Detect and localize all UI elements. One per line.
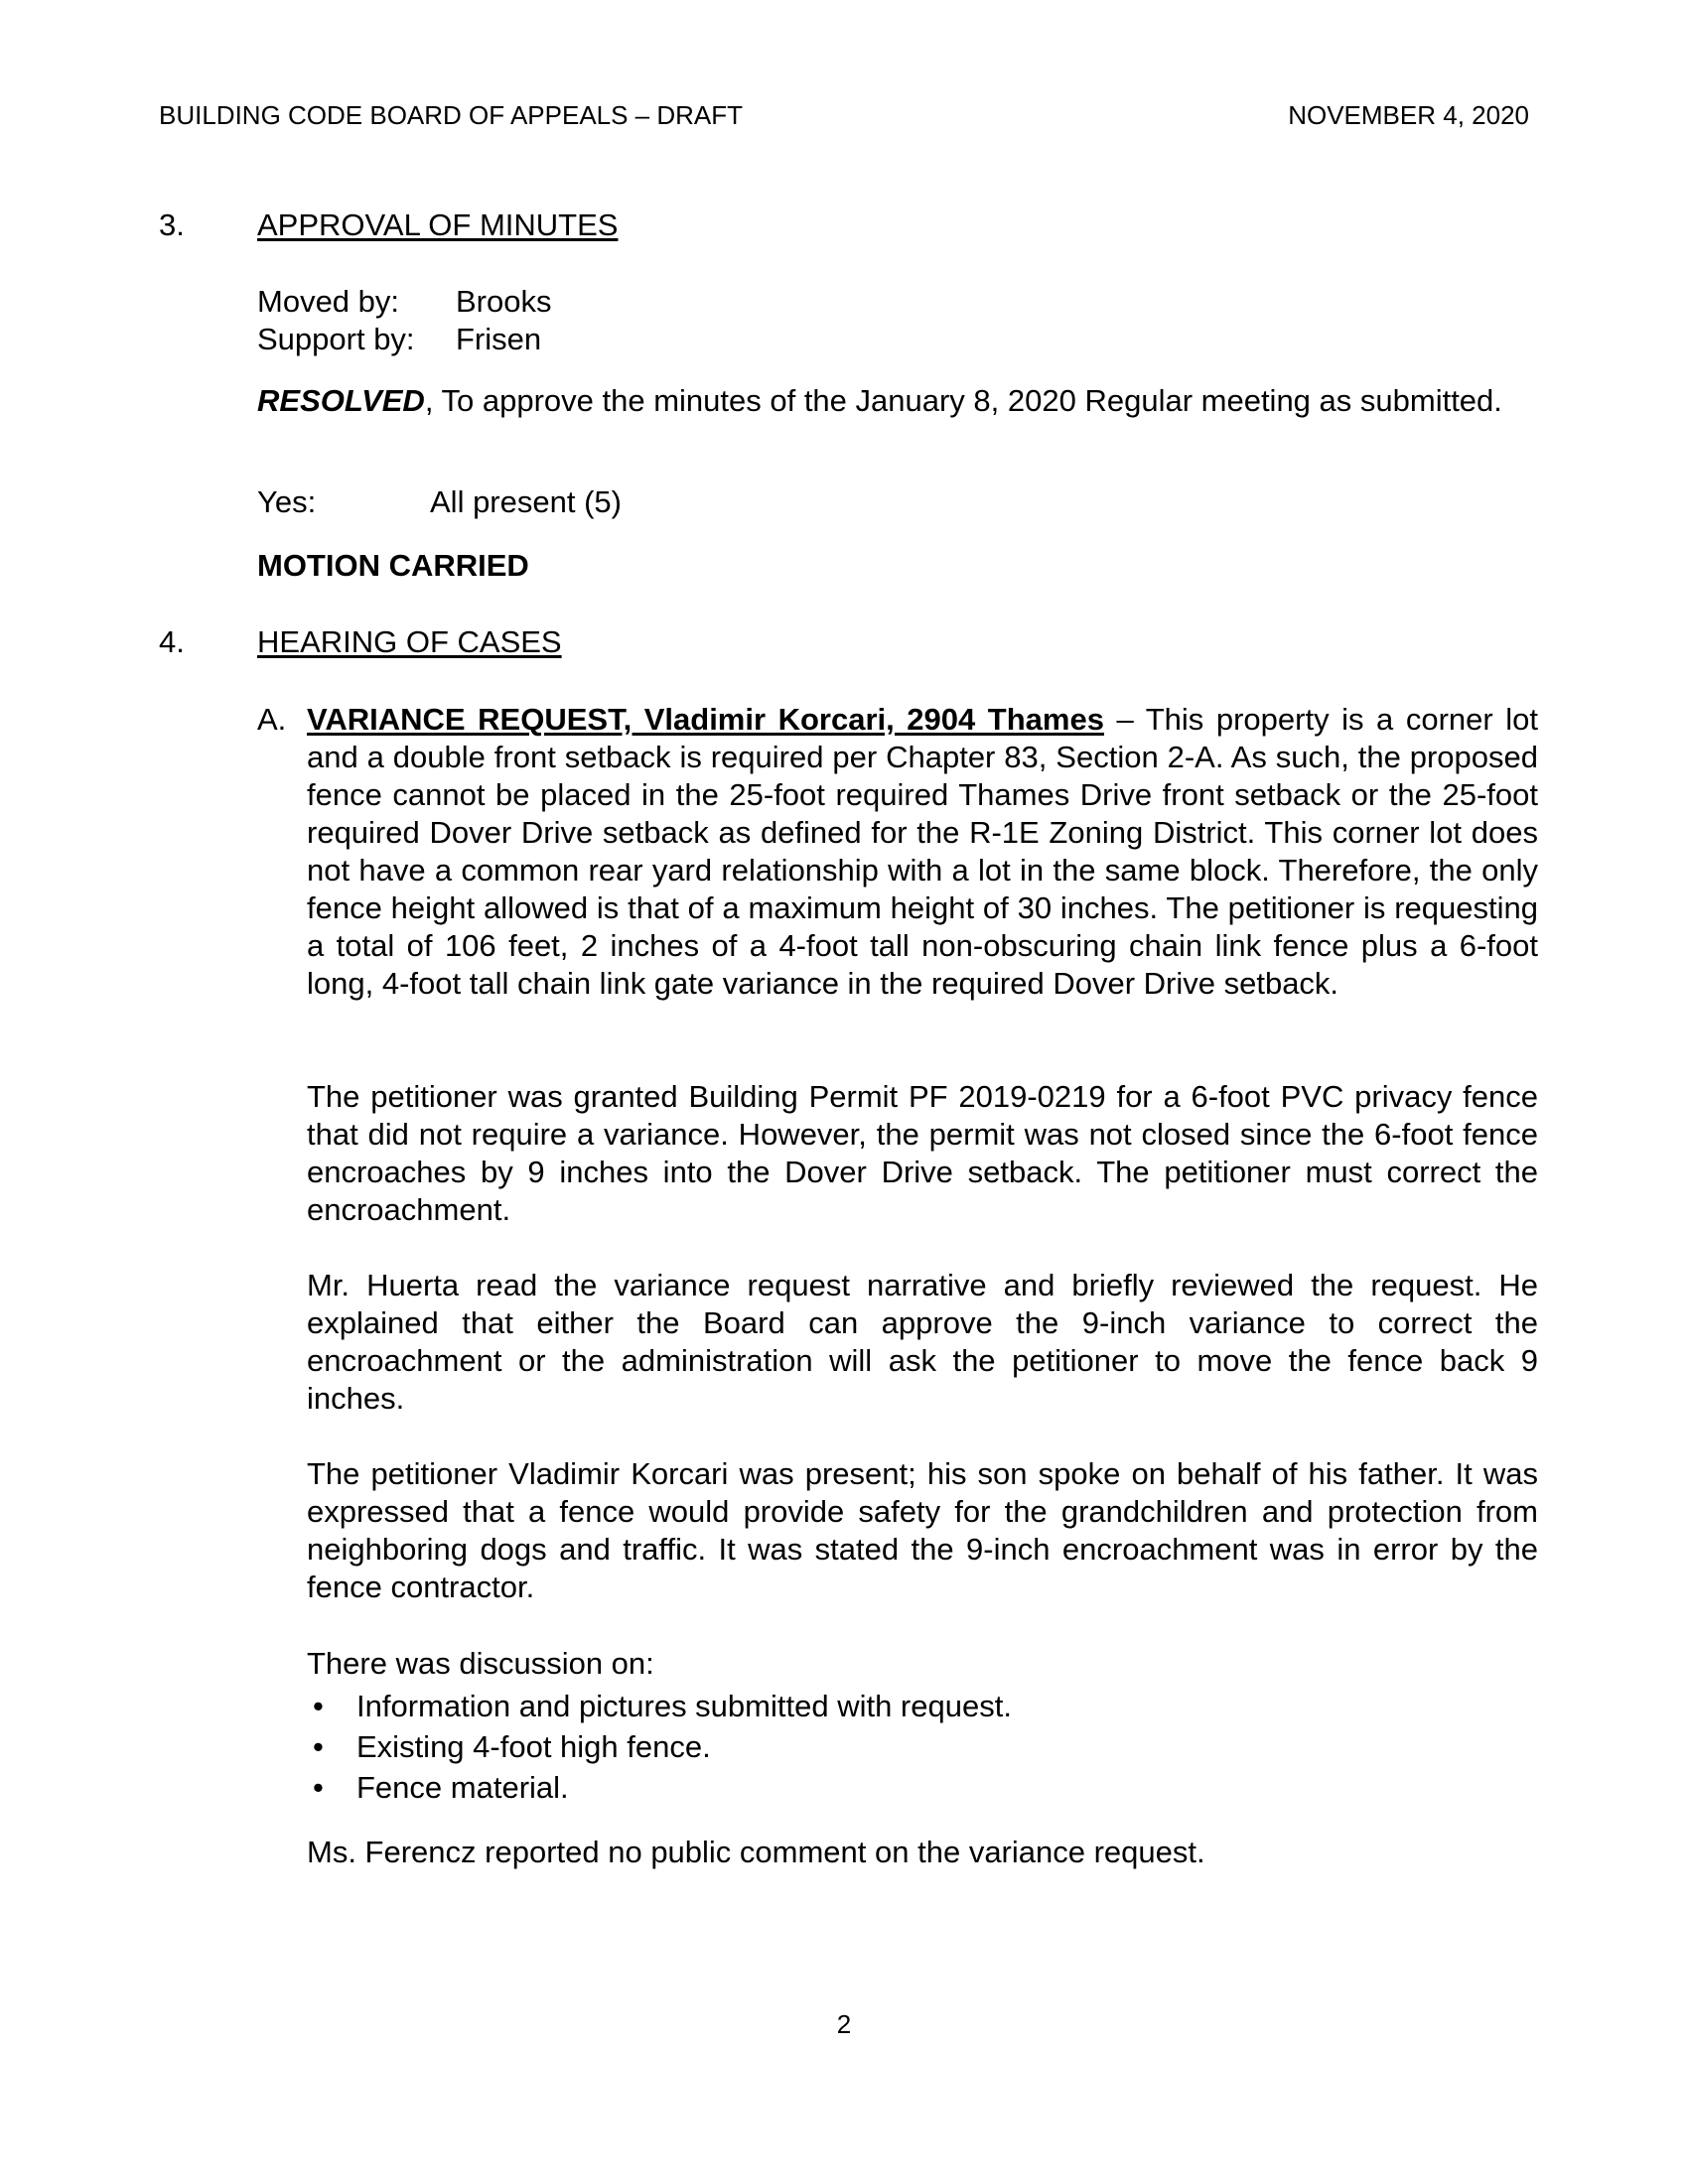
vote-label: Yes: (257, 484, 317, 519)
case-a-letter: A. (257, 702, 287, 737)
public-comment: Ms. Ferencz reported no public comment on the variance request. (307, 1835, 1205, 1869)
case-a-intro: – This property is a corner lot and a double front setback is required per Chapter 83, Section 2-A. As such, the proposed fence cannot be placed in the 25-foot required Thames Drive front setback or the 25-foot required Dover Drive setback as defined for the R-1E Zoning District. This corner lot does not have a common rear yard relationship with a lot in the same block. Therefore, the only fence height allowed is that of a maximum height of 30 inches. The petitioner is requesting a total of 106 feet, 2 inches of a 4-foot tall non-obscuring chain link fence plus a 6-foot long, 4-foot tall chain link gate variance in the required Dover Drive setback. (307, 702, 1538, 1001)
discussion-list (307, 1686, 1012, 1808)
vote-value: All present (5) (430, 484, 622, 519)
header-title: BUILDING CODE BOARD OF APPEALS – DRAFT (159, 100, 744, 130)
section-3-title: APPROVAL OF MINUTES (257, 207, 619, 242)
vote-row (257, 483, 622, 521)
moved-by-value: Brooks (456, 284, 552, 319)
case-a-title: VARIANCE REQUEST, Vladimir Korcari, 2904 Thames (307, 702, 1104, 737)
case-a-paragraph-1 (307, 701, 1538, 1003)
support-by-row (257, 321, 541, 358)
resolved-body: , To approve the minutes of the January 8, 2020 Regular meeting as submitted. (424, 383, 1502, 418)
section-4-number: 4. (159, 624, 185, 659)
section-3-number: 3. (159, 207, 185, 242)
header-date: NOVEMBER 4, 2020 (1288, 100, 1529, 130)
support-by-label: Support by: (257, 322, 415, 356)
list-item: • Information and pictures submitted with request. (307, 1686, 1012, 1726)
case-a-paragraph-3: Mr. Huerta read the variance request narrative and briefly reviewed the request. He explained that either the Board can approve the 9-inch variance to correct the encroachment or the administration will ask the petitioner to move the fence back 9 inches. (307, 1268, 1538, 1416)
list-item: • Fence material. (307, 1767, 1012, 1808)
resolved-label: RESOLVED (257, 383, 425, 418)
support-by-value: Frisen (456, 322, 542, 356)
moved-by-label: Moved by: (257, 284, 400, 319)
page-number: 2 (836, 2009, 852, 2039)
case-a-paragraph-2: The petitioner was granted Building Permit PF 2019-0219 for a 6-foot PVC privacy fence that did not require a variance. However, the permit was not closed since the 6-foot fence encroaches by 9 inches into the Dover Drive setback. The petitioner must correct the encroachment. (307, 1079, 1538, 1227)
case-a-paragraph-4: The petitioner Vladimir Korcari was present; his son spoke on behalf of his father. It was expressed that a fence would provide safety for the grandchildren and protection from neighboring dogs and traffic. It was stated the 9-inch encroachment was in error by the fence contractor. (307, 1456, 1538, 1604)
moved-by-row (257, 283, 551, 321)
motion-carried: MOTION CARRIED (257, 548, 529, 583)
resolution-text (257, 382, 1538, 420)
list-item: • Existing 4-foot high fence. (307, 1726, 1012, 1767)
section-4-title: HEARING OF CASES (257, 624, 562, 659)
discussion-intro: There was discussion on: (307, 1646, 654, 1681)
